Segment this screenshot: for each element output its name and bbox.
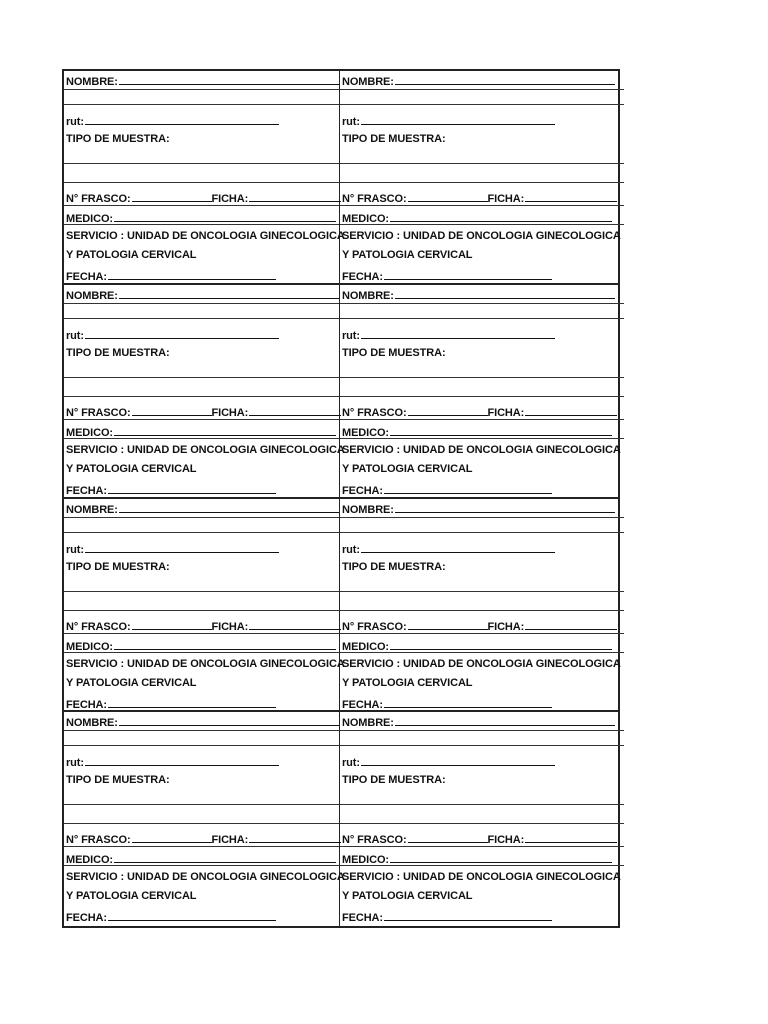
divider [340,377,624,378]
servicio-label-2: Y PATOLOGIA CERVICAL [66,249,197,261]
medico-field[interactable] [390,211,612,222]
divider [64,610,339,611]
tipo-muestra-row [66,133,170,145]
fecha-label: FECHA: [66,698,107,711]
divider [64,823,339,824]
tipo-muestra-row [66,774,170,786]
nombre-row [66,502,339,516]
sample-label-card [340,499,620,713]
tipo-muestra-label: TIPO DE MUESTRA: [342,560,446,573]
frasco-ficha-row [66,191,341,205]
medico-label: MEDICO: [342,640,389,653]
frasco-field[interactable] [408,405,488,416]
rut-field[interactable] [361,328,555,339]
divider [64,377,339,378]
tipo-muestra-label: TIPO DE MUESTRA: [66,133,170,145]
medico-label: MEDICO: [342,854,389,867]
divider [340,610,624,611]
tipo-muestra-label: TIPO DE MUESTRA: [66,560,170,573]
nombre-row [66,74,339,88]
fecha-label: FECHA: [342,484,383,497]
ficha-label: FICHA: [211,620,249,633]
tipo-muestra-row [342,347,446,359]
divider [340,89,624,90]
nombre-field[interactable] [395,715,615,726]
divider [64,163,339,164]
rut-row [66,755,279,769]
frasco-label: N° FRASCO: [342,193,407,205]
frasco-ficha-row [342,619,617,633]
nombre-row [342,288,615,302]
tipo-muestra-label: TIPO DE MUESTRA: [342,774,446,787]
divider [340,804,624,805]
fecha-row [342,483,552,497]
divider [340,652,624,653]
medico-field[interactable] [114,852,336,863]
fecha-row [66,483,276,497]
divider [340,846,624,847]
rut-row [342,542,555,556]
frasco-field[interactable] [408,832,488,843]
divider [340,438,624,439]
ficha-label: FICHA: [211,193,249,205]
medico-row [66,425,336,439]
fecha-field[interactable] [384,483,552,494]
sample-label-card [64,71,345,285]
divider [340,104,624,105]
fecha-row [342,910,552,924]
frasco-label: N° FRASCO: [66,620,131,633]
nombre-label: NOMBRE: [66,503,118,516]
servicio-row-2 [342,677,472,689]
nombre-row [342,502,615,516]
servicio-row [342,230,621,242]
frasco-ficha-row [342,405,617,419]
divider [64,730,339,731]
fecha-row [342,269,552,283]
tipo-muestra-row [342,561,446,573]
servicio-label: SERVICIO : UNIDAD DE ONCOLOGIA GINECOLOGICA [66,230,345,242]
fecha-label: FECHA: [342,698,383,711]
fecha-field[interactable] [108,697,276,708]
fecha-label: FECHA: [66,912,107,925]
servicio-row [66,444,345,456]
divider [64,517,339,518]
medico-row [342,425,612,439]
divider [340,163,624,164]
fecha-row [66,269,276,283]
tipo-muestra-row [342,133,446,145]
fecha-field[interactable] [384,697,552,708]
fecha-label: FECHA: [342,271,383,283]
divider [64,89,339,90]
rut-label: rut: [66,757,84,770]
medico-row [66,639,336,653]
frasco-field[interactable] [132,191,212,202]
servicio-row [66,658,345,670]
nombre-field[interactable] [119,502,339,513]
tipo-muestra-row [342,774,446,786]
divider [340,865,624,866]
divider [64,652,339,653]
servicio-label: SERVICIO : UNIDAD DE ONCOLOGIA GINECOLOGICA [66,871,345,884]
divider [340,730,624,731]
frasco-ficha-row [66,619,341,633]
medico-label: MEDICO: [66,640,113,653]
divider [64,104,339,105]
sample-label-card [340,71,620,285]
servicio-row [342,658,621,670]
rut-label: rut: [342,543,360,556]
frasco-ficha-row [342,191,617,205]
rut-field[interactable] [85,328,279,339]
tipo-muestra-label: TIPO DE MUESTRA: [342,346,446,359]
frasco-field[interactable] [132,619,212,630]
divider [64,846,339,847]
servicio-label-2: Y PATOLOGIA CERVICAL [342,249,473,261]
divider [340,396,624,397]
medico-row [342,852,612,866]
medico-label: MEDICO: [66,213,113,225]
nombre-label: NOMBRE: [342,289,394,302]
nombre-label: NOMBRE: [342,503,394,516]
frasco-label: N° FRASCO: [66,193,131,205]
medico-row [66,852,336,866]
frasco-field[interactable] [132,832,212,843]
fecha-label: FECHA: [66,484,107,497]
divider [64,745,339,746]
sample-label-card [340,285,620,499]
tipo-muestra-row [66,561,170,573]
divider [340,224,624,225]
divider [340,205,624,206]
medico-field[interactable] [390,852,612,863]
divider [340,318,624,319]
servicio-label-2: Y PATOLOGIA CERVICAL [66,462,197,475]
divider [340,303,624,304]
divider [64,419,339,420]
medico-row [66,211,336,225]
tipo-muestra-label: TIPO DE MUESTRA: [66,346,170,359]
divider [64,591,339,592]
fecha-row [66,697,276,711]
rut-field[interactable] [361,755,555,766]
ficha-label: FICHA: [487,834,525,847]
frasco-label: N° FRASCO: [66,834,131,847]
servicio-row-2 [66,677,196,689]
divider [64,205,339,206]
rut-row [66,114,279,128]
nombre-label: NOMBRE: [342,717,394,730]
tipo-muestra-label: TIPO DE MUESTRA: [342,133,446,145]
servicio-label-2: Y PATOLOGIA CERVICAL [342,676,473,689]
frasco-label: N° FRASCO: [342,620,407,633]
rut-field[interactable] [85,114,279,125]
servicio-label: SERVICIO : UNIDAD DE ONCOLOGIA GINECOLOGICA [66,657,345,670]
divider [64,633,339,634]
servicio-row [66,230,345,242]
divider [64,318,339,319]
rut-field[interactable] [361,114,555,125]
servicio-label: SERVICIO : UNIDAD DE ONCOLOGIA GINECOLOGICA [342,657,621,670]
sample-label-card [64,285,345,499]
servicio-row [66,871,345,883]
nombre-field[interactable] [395,74,615,85]
servicio-row-2 [342,890,472,902]
servicio-label: SERVICIO : UNIDAD DE ONCOLOGIA GINECOLOGICA [342,230,621,242]
ficha-label: FICHA: [487,406,525,419]
rut-row [66,542,279,556]
frasco-label: N° FRASCO: [66,406,131,419]
fecha-row [66,910,276,924]
ficha-field[interactable] [249,191,341,202]
frasco-ficha-row [66,832,341,846]
servicio-row-2 [66,249,196,261]
medico-field[interactable] [114,425,336,436]
servicio-label: SERVICIO : UNIDAD DE ONCOLOGIA GINECOLOGICA [342,871,621,884]
divider [340,182,624,183]
rut-field[interactable] [85,542,279,553]
nombre-field[interactable] [119,715,339,726]
divider [340,633,624,634]
ficha-label: FICHA: [487,193,525,205]
medico-field[interactable] [390,639,612,650]
divider [64,804,339,805]
rut-row [342,114,555,128]
rut-row [66,328,279,342]
ficha-label: FICHA: [487,620,525,633]
medico-label: MEDICO: [66,854,113,867]
rut-row [342,328,555,342]
nombre-label: NOMBRE: [66,76,118,88]
medico-row [342,211,612,225]
medico-label: MEDICO: [342,213,389,225]
divider [64,865,339,866]
label-sheet [62,69,620,928]
nombre-row [342,715,615,729]
nombre-field[interactable] [119,288,339,299]
medico-field[interactable] [114,211,336,222]
nombre-label: NOMBRE: [66,717,118,730]
frasco-field[interactable] [132,405,212,416]
tipo-muestra-label: TIPO DE MUESTRA: [66,774,170,787]
ficha-field[interactable] [525,405,617,416]
medico-label: MEDICO: [66,426,113,439]
nombre-row [342,74,615,88]
nombre-field[interactable] [395,502,615,513]
frasco-label: N° FRASCO: [342,834,407,847]
medico-row [342,639,612,653]
rut-row [342,755,555,769]
divider [340,823,624,824]
fecha-label: FECHA: [342,912,383,925]
divider [64,224,339,225]
fecha-field[interactable] [384,269,552,280]
nombre-label: NOMBRE: [66,289,118,302]
fecha-label: FECHA: [66,271,107,283]
fecha-row [342,697,552,711]
servicio-row-2 [66,463,196,475]
nombre-field[interactable] [119,74,339,85]
rut-field[interactable] [361,542,555,553]
frasco-field[interactable] [408,619,488,630]
divider [64,396,339,397]
servicio-row-2 [66,890,196,902]
medico-field[interactable] [390,425,612,436]
divider [64,182,339,183]
rut-label: rut: [342,757,360,770]
frasco-field[interactable] [408,191,488,202]
frasco-ficha-row [342,832,617,846]
servicio-label-2: Y PATOLOGIA CERVICAL [342,462,473,475]
divider [340,532,624,533]
servicio-label-2: Y PATOLOGIA CERVICAL [342,890,473,903]
medico-field[interactable] [114,639,336,650]
nombre-row [66,715,339,729]
ficha-label: FICHA: [211,834,249,847]
servicio-label-2: Y PATOLOGIA CERVICAL [66,676,197,689]
fecha-field[interactable] [108,269,276,280]
fecha-field[interactable] [108,483,276,494]
divider [340,745,624,746]
divider [340,591,624,592]
ficha-field[interactable] [249,832,341,843]
divider [340,419,624,420]
ficha-field[interactable] [249,619,341,630]
fecha-field[interactable] [384,910,552,921]
ficha-field[interactable] [249,405,341,416]
rut-label: rut: [342,116,360,128]
sample-label-card [340,712,620,926]
medico-label: MEDICO: [342,426,389,439]
tipo-muestra-row [66,347,170,359]
servicio-row [342,871,621,883]
divider [64,303,339,304]
servicio-label: SERVICIO : UNIDAD DE ONCOLOGIA GINECOLOGICA [342,443,621,456]
rut-label: rut: [66,116,84,128]
nombre-row [66,288,339,302]
sample-label-card [64,499,345,713]
nombre-label: NOMBRE: [342,76,394,88]
ficha-field[interactable] [525,832,617,843]
nombre-field[interactable] [395,288,615,299]
rut-field[interactable] [85,755,279,766]
rut-label: rut: [66,329,84,342]
frasco-label: N° FRASCO: [342,406,407,419]
rut-label: rut: [66,543,84,556]
divider [64,438,339,439]
servicio-row [342,444,621,456]
servicio-label-2: Y PATOLOGIA CERVICAL [66,890,197,903]
divider [64,532,339,533]
ficha-field[interactable] [525,191,617,202]
rut-label: rut: [342,329,360,342]
servicio-label: SERVICIO : UNIDAD DE ONCOLOGIA GINECOLOGICA [66,443,345,456]
sample-label-card [64,712,345,926]
servicio-row-2 [342,463,472,475]
fecha-field[interactable] [108,910,276,921]
servicio-row-2 [342,249,472,261]
divider [340,517,624,518]
ficha-label: FICHA: [211,406,249,419]
frasco-ficha-row [66,405,341,419]
ficha-field[interactable] [525,619,617,630]
